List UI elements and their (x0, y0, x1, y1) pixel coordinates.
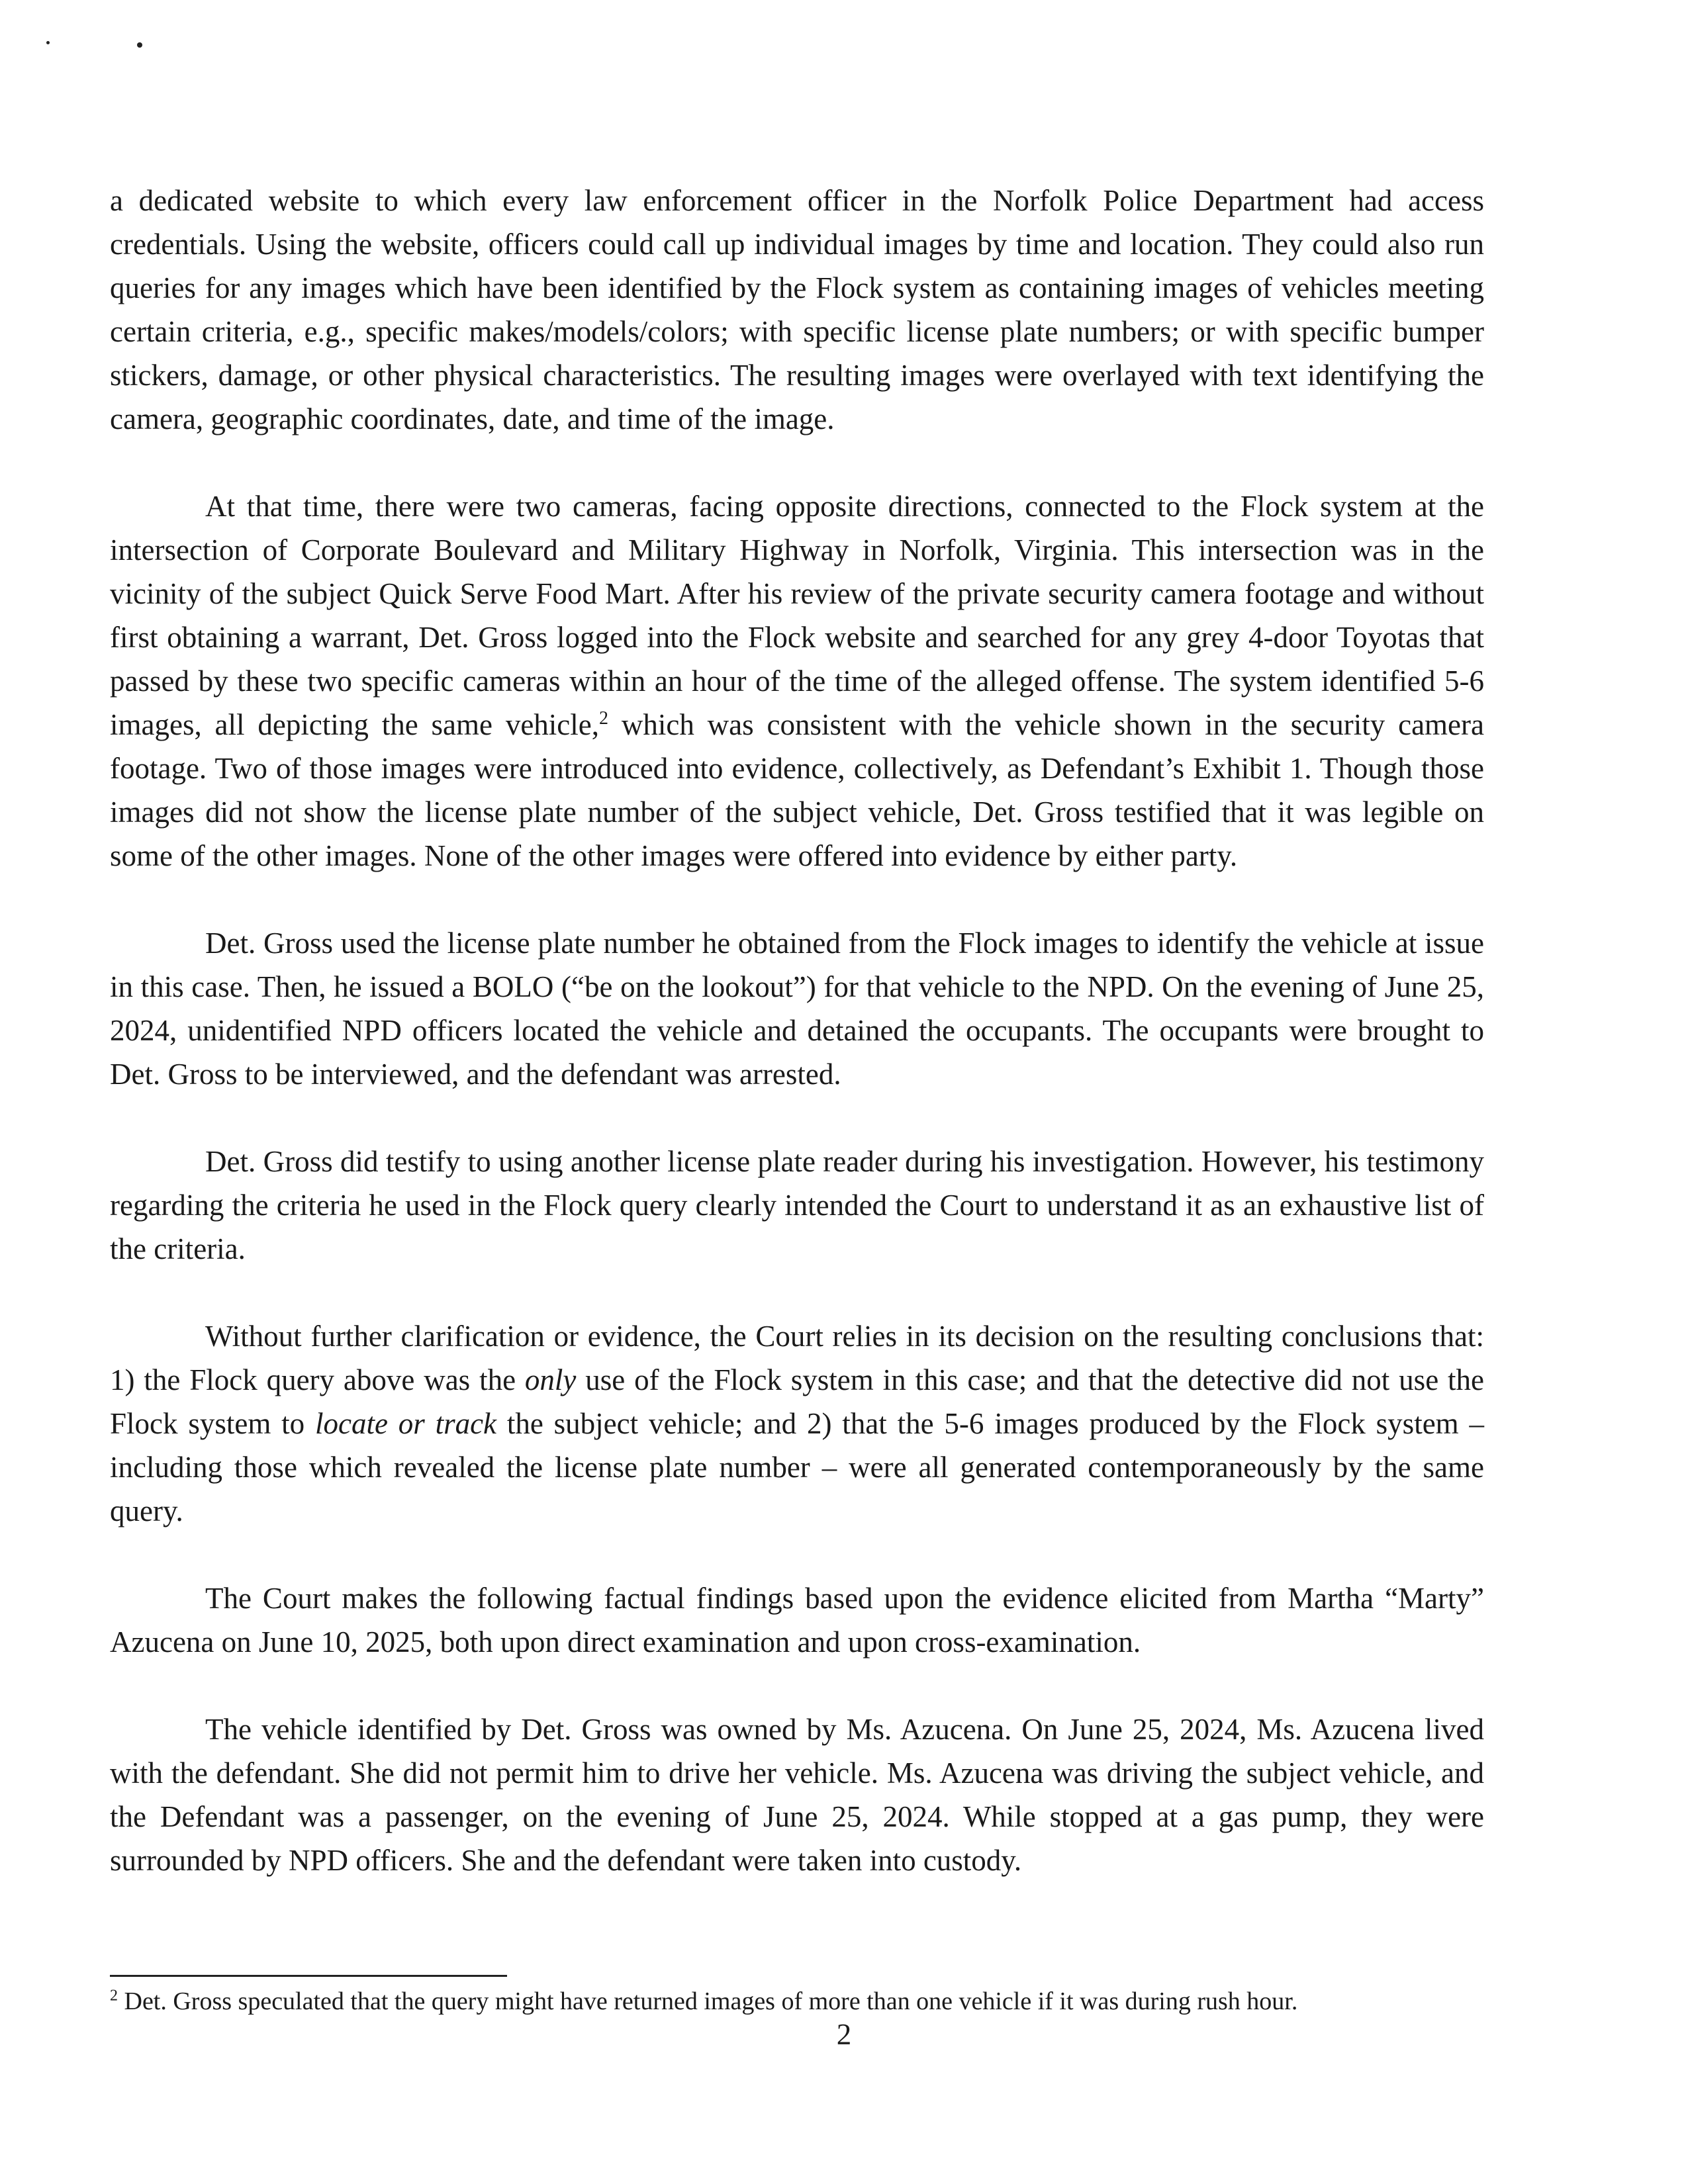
footnote-divider (110, 1975, 507, 1977)
paragraph-text: the subject vehicle; and 2) that the 5-6 images produced by the Flock system – including those which revealed the license plate number – were all generated contemporaneously by the same query. (110, 1407, 1484, 1527)
paragraph-flock-website: a dedicated website to which every law enforcement officer in the Norfolk Police Department had access credentials. Using the website, officers could call up individual images by time and location. They could also run queries for any images which have been identified by the Flock system as containing images of vehicles meeting certain criteria, e.g., specific makes/models/colors; with specific license plate numbers; or with specific bumper stickers, damage, or other physical characteristics. The resulting images were overlayed with text identifying the camera, geographic coordinates, date, and time of the image. (110, 184, 1484, 435)
scan-speck (137, 42, 142, 48)
paragraph-bolo: Det. Gross used the license plate number he obtained from the Flock images to identify the vehicle at issue in this case. Then, he issued a BOLO (“be on the lookout”) for that vehicle to the NPD. On the evening of June 25, 2024, unidentified NPD officers located the vehicle and detained the occupants. The occupants were brought to Det. Gross to be interviewed, and the defendant was arrested. (110, 927, 1484, 1091)
paragraph-text: which was consistent with the vehicle shown in the security camera footage. Two of those images were introduced into evidence, collectively, as Defendant’s Exhibit 1. Though those images did not show the license plate number of the subject vehicle, Det. Gross testified that it was legible on some of the other images. None of the other images were offered into evidence by either party. (110, 708, 1484, 872)
emphasis-locate-or-track: locate or track (314, 1407, 497, 1440)
emphasis-only: only (524, 1363, 577, 1396)
footnote-text: Det. Gross speculated that the query might have returned images of more than one vehicle if it was during rush hour. (118, 1987, 1298, 2015)
page-number: 2 (836, 2018, 852, 2051)
paragraph-text: Without further clarification or evidence, the Court relies in its decision on the resulting conclusions that: 1) the Flock query above was the (110, 1320, 1484, 1396)
paragraph-other-reader: Det. Gross did testify to using another license plate reader during his investigation. However, his testimony regarding the criteria he used in the Flock query clearly intended the Court to understand it as an exhaustive list of the criteria. (110, 1145, 1484, 1265)
footnote-reference: 2 (599, 708, 608, 729)
paragraph-text: use of the Flock system in this case; and that the detective did not use the Flock system to (110, 1363, 1485, 1440)
paragraph-court-conclusions (110, 1314, 1484, 1533)
paragraph-vehicle-owner: The vehicle identified by Det. Gross was owned by Ms. Azucena. On June 25, 2024, Ms. Azucena lived with the defendant. She did not permit him to drive her vehicle. Ms. Azucena was driving the subject vehicle, and the Defendant was a passenger, on the evening of June 25, 2024. While stopped at a gas pump, they were surrounded by NPD officers. She and the defendant were taken into custody. (110, 1713, 1484, 1877)
scan-speck (46, 41, 50, 44)
paragraph-text: At that time, there were two cameras, facing opposite directions, connected to the Flock system at the intersection of Corporate Boulevard and Military Highway in Norfolk, Virginia. This intersection was in the vicinity of the subject Quick Serve Food Mart. After his review of the private security camera footage and without first obtaining a warrant, Det. Gross logged into the Flock website and searched for any grey 4-door Toyotas that passed by these two specific cameras within an hour of the time of the alleged offense. The system identified 5-6 images, all depicting the same vehicle, (110, 490, 1484, 741)
footnote (110, 1985, 1500, 2017)
paragraph-factual-findings: The Court makes the following factual findings based upon the evidence elicited from Martha “Marty” Azucena on June 10, 2025, both upon direct examination and upon cross-examination. (110, 1582, 1484, 1659)
footnote-number: 2 (110, 1987, 118, 2005)
document-body (110, 179, 1484, 1926)
paragraph-flock-cameras (110, 484, 1484, 878)
